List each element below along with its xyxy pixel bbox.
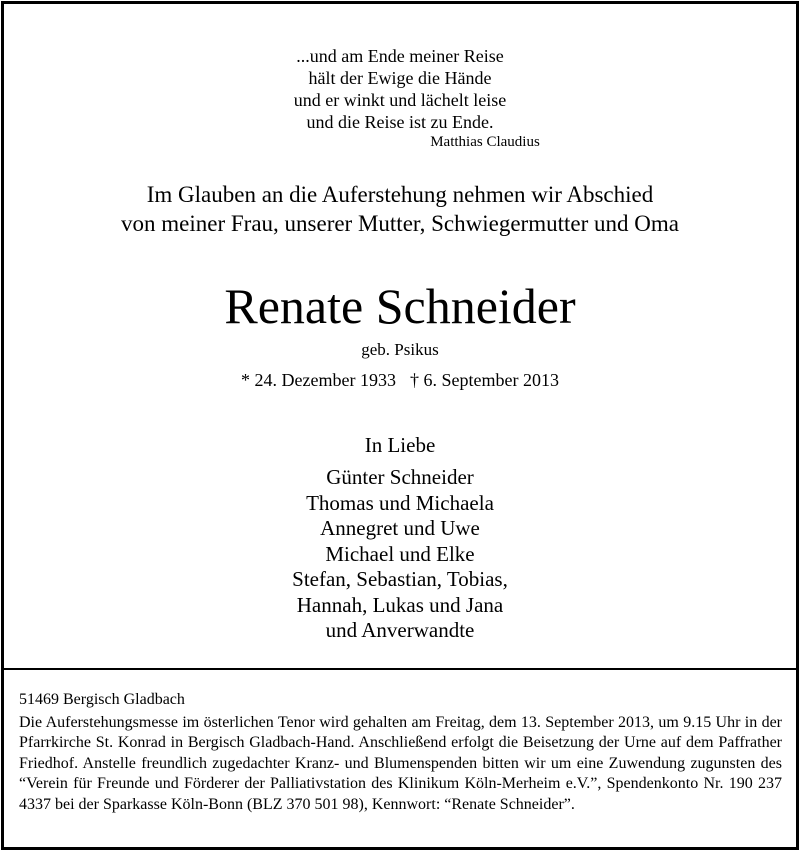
mourners-list	[0, 465, 800, 644]
section-divider	[4, 668, 796, 670]
maiden-name: geb. Psikus	[361, 340, 439, 359]
poem-line-3: und er winkt und lächelt leise	[293, 90, 507, 110]
poem-line-2: hält der Ewige die Hände	[308, 68, 492, 88]
mourner-name: Annegret und Uwe	[320, 516, 480, 540]
intro-line-2: von meiner Frau, unserer Mutter, Schwiegermutter und Oma	[121, 211, 679, 236]
funeral-notice-text: Die Auferstehungsmesse im österlichen Tenor wird gehalten am Freitag, dem 13. September 2013, um 9.15 Uhr in der Pfarrkirche St. Konrad in Bergisch Gladbach-Hand. Anschließend erfolgt die Beisetzung der Urne auf dem Paffrather Friedhof. Anstelle freundlich zugedachter Kranz- und Blumenspenden bitten wir um eine Zuwendung zugunsten des “Verein für Freunde und Förderer der Palliativstation des Klinikum Köln-Merheim e.V.”, Spendenkonto Nr. 190 237 4337 bei der Sparkasse Köln-Bonn (BLZ 370 501 98), Kennwort: “Renate Schneider”.	[19, 714, 782, 813]
life-dates	[0, 368, 800, 392]
death-date: † 6. September 2013	[409, 370, 559, 390]
mourners-heading: In Liebe	[364, 433, 436, 457]
place-line: 51469 Bergisch Gladbach	[19, 691, 185, 708]
poem-author: Matthias Claudius	[430, 134, 540, 150]
mourner-name: Michael und Elke	[325, 541, 475, 566]
poem-quote	[0, 45, 800, 151]
deceased-name: Renate Schneider	[224, 278, 576, 334]
intro-line-1: Im Glauben an die Auferstehung nehmen wir Abschied	[146, 182, 654, 207]
poem-line-1: ...und am Ende meiner Reise	[296, 46, 504, 66]
birth-date: * 24. Dezember 1933	[241, 370, 396, 390]
mourner-name: Thomas und Michaela	[306, 490, 494, 515]
poem-line-4: und die Reise ist zu Ende.	[306, 112, 494, 132]
mourner-name: und Anverwandte	[325, 618, 475, 642]
mourner-name: Stefan, Sebastian, Tobias,	[292, 567, 508, 591]
mourner-name: Hannah, Lukas und Jana	[296, 592, 504, 617]
intro-text	[0, 180, 800, 238]
mourner-name: Günter Schneider	[326, 465, 474, 489]
